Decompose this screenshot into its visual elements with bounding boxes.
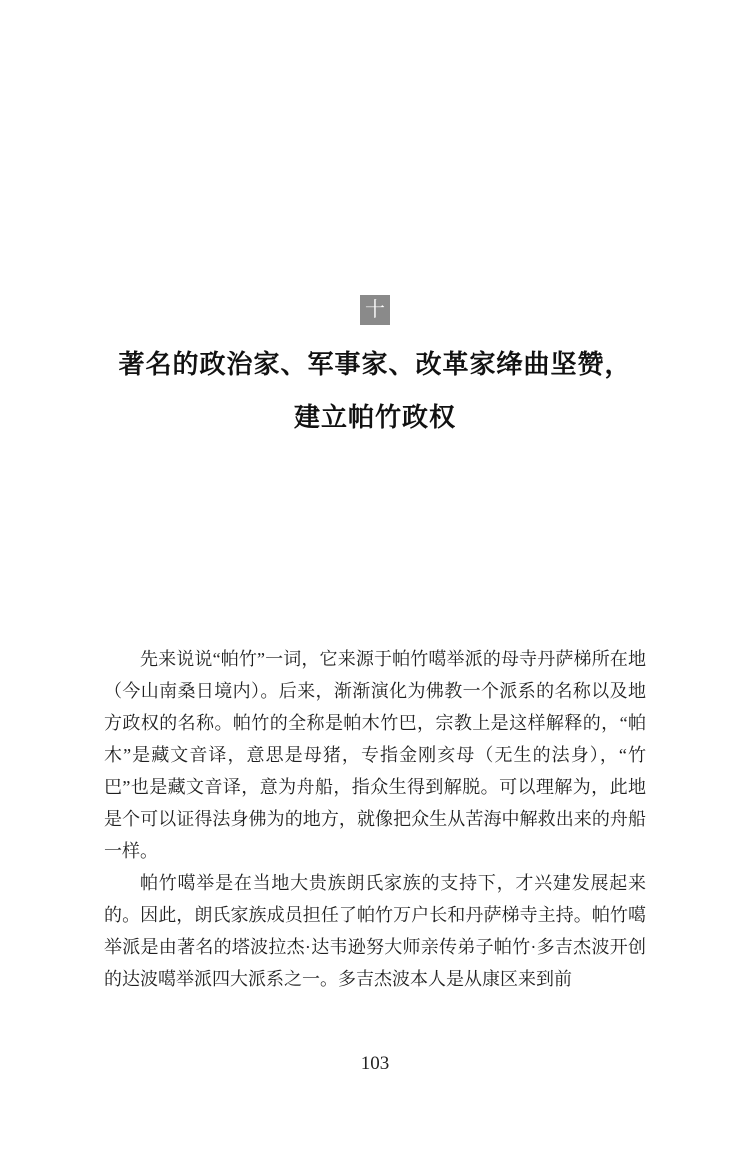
chapter-title-line2: 建立帕竹政权 bbox=[293, 403, 456, 432]
body-paragraph: 先来说说“帕竹”一词，它来源于帕竹噶举派的母寺丹萨梯所在地（今山南桑日境内）。后来，渐渐演化为佛教一个派系的名称以及地方政权的名称。帕竹的全称是帕木竹巴，宗教上是这样解释的，“帕木”是藏文音译，意思是母猪，专指金刚亥母（无生的法身），“竹巴”也是藏文音译，意为舟船，指众生得到解脱。可以理解为，此地是个可以证得法身佛为的地方，就像把众生从苦海中解救出来的舟船一样。 bbox=[104, 649, 646, 861]
chapter-number-label: 十 bbox=[365, 299, 385, 321]
chapter-title-line1: 著名的政治家、军事家、改革家绛曲坚赞， bbox=[118, 350, 632, 379]
chapter-title bbox=[60, 338, 690, 444]
page-number: 103 bbox=[360, 1053, 390, 1074]
body-text bbox=[104, 643, 646, 995]
chapter-number-badge bbox=[360, 295, 390, 325]
body-paragraph: 帕竹噶举是在当地大贵族朗氏家族的支持下，才兴建发展起来的。因此，朗氏家族成员担任了帕竹万户长和丹萨梯寺主持。帕竹噶举派是由著名的塔波拉杰·达韦逊努大师亲传弟子帕竹·多吉杰波开创的达波噶举派四大派系之一。多吉杰波本人是从康区来到前 bbox=[104, 873, 646, 989]
page-footer bbox=[0, 1053, 750, 1076]
